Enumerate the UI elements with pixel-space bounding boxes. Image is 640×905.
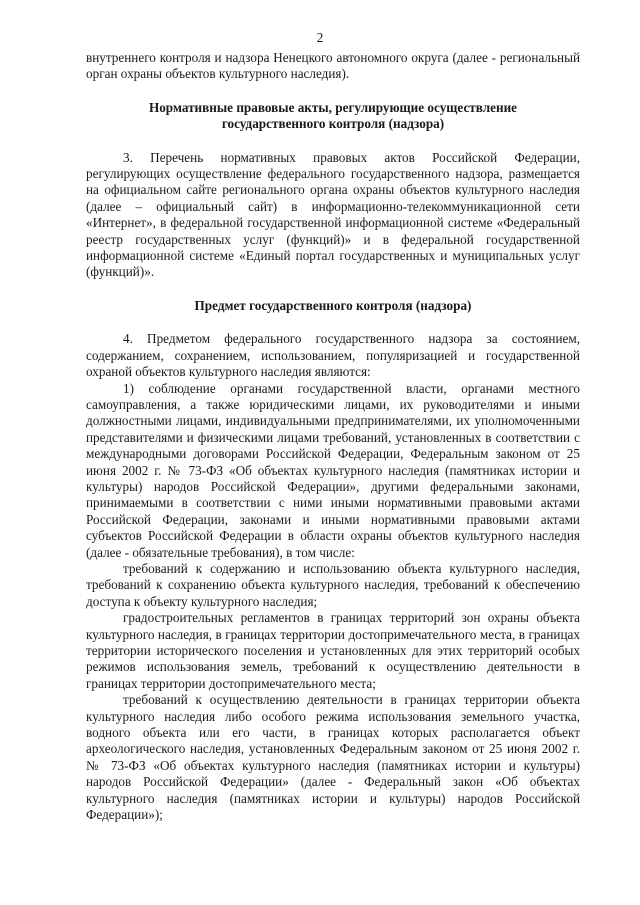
section-heading-subject: Предмет государственного контроля (надзора) [194,297,472,313]
section-heading-legal-acts [86,100,580,133]
list-item-1: 1) соблюдение органами государственной власти, органами местного самоуправления, а также юридическими лицами, их руководителями и иными должностными лицами, индивидуальными предпринимателями, их уполномоченными представителями и физическими лицами требований, установленных в соответствии с международными договорами Российской Федерации, Федеральным законом от 25 июня 2002 г. № 73-ФЗ «Об объектах культурного наследия (памятниках истории и культуры) народов Российской Федерации», другими федеральными законами, принимаемыми в соответствии с ними иными нормативными правовыми актами Российской Федерации, законами и иными нормативными правовыми актами субъектов Российской Федерации в области охраны объектов культурного наследия (далее - обязательные требования), в том числе: [86,380,580,560]
page-number: 2 [316,30,324,45]
sub-item-activity-requirements: требований к осуществлению деятельности в границах территории объекта культурного наследия либо особого режима использования земельного участка, водного объекта или его части, в границах которых располагается объект археологического наследия, установленных Федеральным законом от 25 июня 2002 г. № 73-ФЗ «Об объектах культурного наследия (памятниках истории и культуры) народов Российской Федерации» (далее - Федеральный закон «Об объектах культурного наследия (памятниках истории и культуры) народов Российской Федерации»); [86,692,580,823]
page-content [86,50,580,823]
heading-line: Нормативные правовые акты, регулирующие осуществление [148,99,518,115]
sub-item-urban-regulations: градостроительных регламентов в границах территорий зон охраны объекта культурного наследия, в границах территории достопримечательного места, в границах территории исторического поселения и установленных для этих территорий особых режимов использования земель, требований к осуществлению деятельности в границах территории достопримечательного места; [86,610,580,691]
heading-line: государственного контроля (надзора) [221,116,445,132]
paragraph-4: 4. Предметом федерального государственного надзора за состоянием, содержанием, сохранением, использованием, популяризацией и государственной охраной объектов культурного наследия являются: [86,331,580,380]
paragraph-3: 3. Перечень нормативных правовых актов Российской Федерации, регулирующих осуществление федерального государственного надзора, размещается на официальном сайте регионального органа охраны объектов культурного наследия (далее – официальный сайт) в информационно-телекоммуникационной сети «Интернет», в федеральной государственной информационной системе «Федеральный реестр государственных услуг (функций)» и в федеральной государственной информационной системе «Единый портал государственных и муниципальных услуг (функций)». [86,149,580,280]
sub-item-requirements-content: требований к содержанию и использованию объекта культурного наследия, требований к сохранению объекта культурного наследия, требований к обеспечению доступа к объекту культурного наследия; [86,560,580,609]
intro-paragraph: внутреннего контроля и надзора Ненецкого автономного округа (далее - региональный орган охраны объектов культурного наследия). [86,50,580,82]
